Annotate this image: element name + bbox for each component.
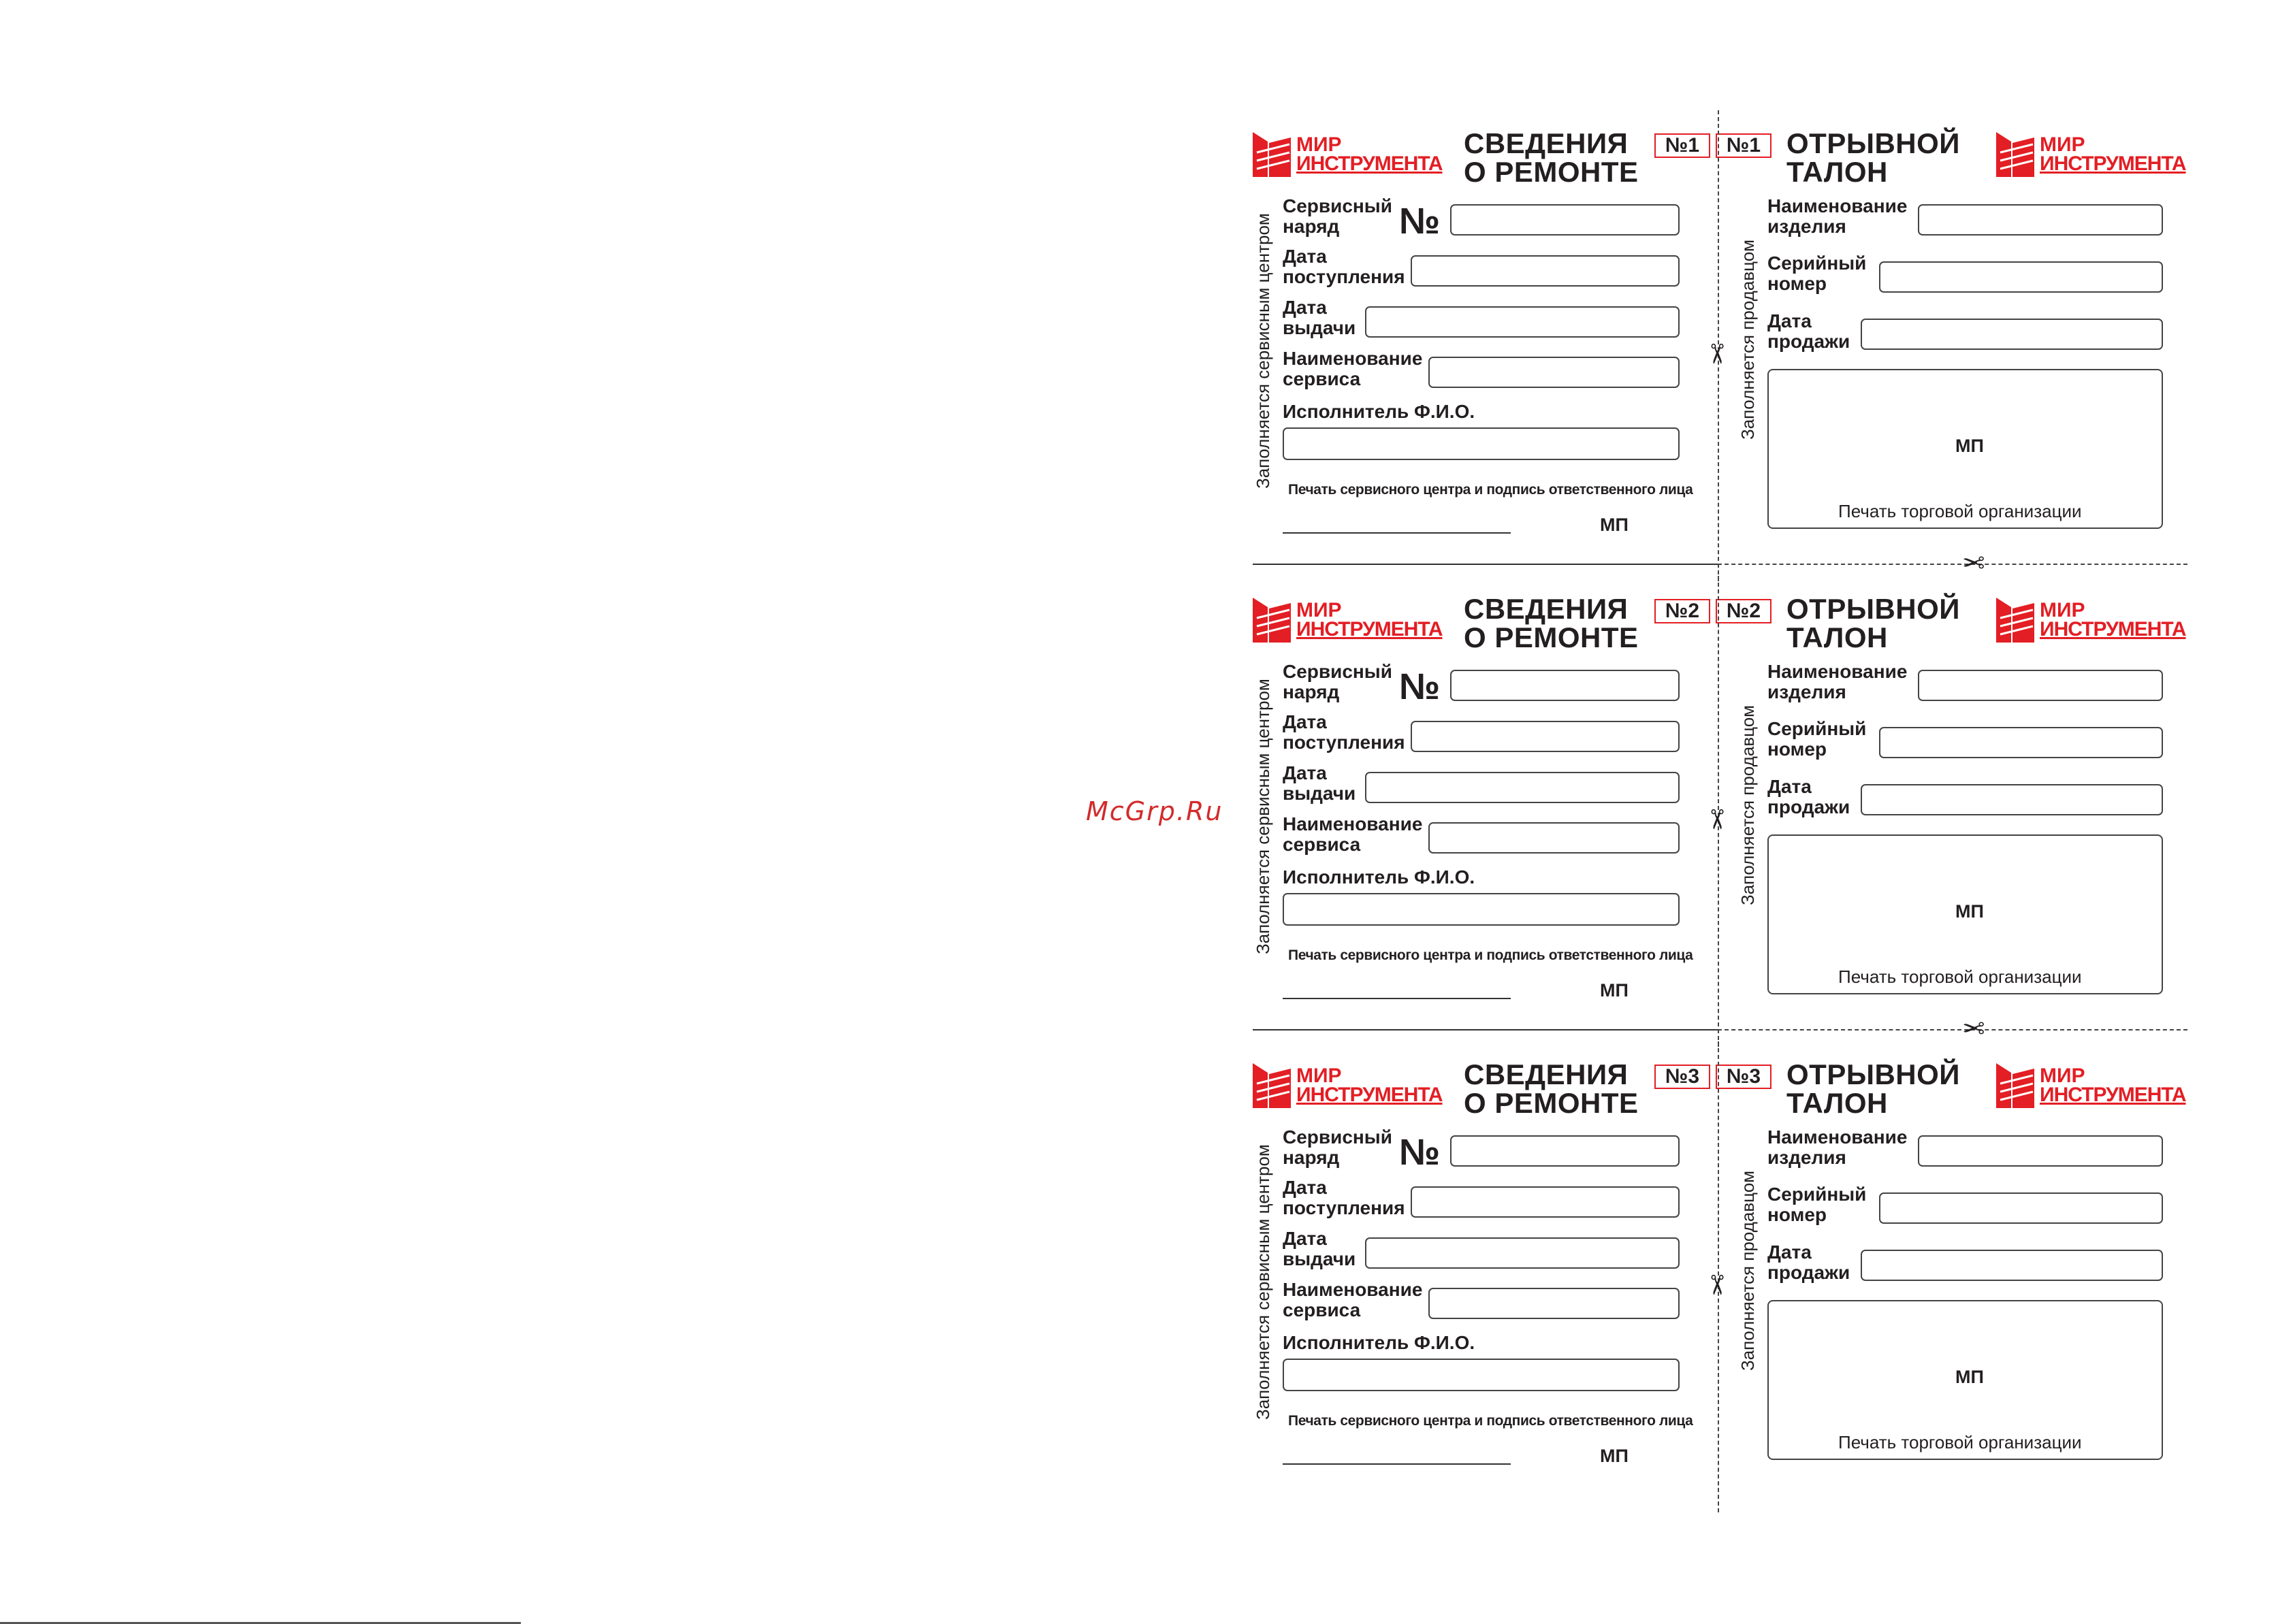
brand-line1: МИР <box>2040 1065 2085 1088</box>
store-stamp-caption: Печать торговой организации <box>1838 967 2082 987</box>
talon-title <box>1786 595 1960 652</box>
brand-line1: МИР <box>2040 599 2085 622</box>
repair-number-badge: №2 <box>1654 599 1710 623</box>
product-name-field[interactable] <box>1918 1135 2163 1167</box>
service-name-label: Наименование сервиса <box>1283 813 1423 855</box>
executor-label: Исполнитель Ф.И.О. <box>1283 1332 1475 1353</box>
number-sign: № <box>1399 666 1441 707</box>
executor-field[interactable] <box>1283 427 1680 460</box>
signature-line <box>1283 532 1511 534</box>
coupon-1 <box>1253 116 2186 580</box>
brand-logo-icon <box>1996 132 2037 177</box>
issue-date-label: Дата выдачи <box>1283 297 1356 338</box>
order-number-field[interactable] <box>1450 670 1680 701</box>
order-number-field[interactable] <box>1450 204 1680 236</box>
service-stamp-note: Печать сервисного центра и подпись ответственного лица <box>1288 947 1693 963</box>
cut-line-solid <box>1253 1029 1718 1030</box>
number-sign: № <box>1399 1132 1441 1173</box>
repair-title <box>1464 129 1639 186</box>
repair-title <box>1464 595 1639 652</box>
service-name-label: Наименование сервиса <box>1283 348 1423 389</box>
brand-logo <box>1253 132 1443 177</box>
repair-title-line1: СВЕДЕНИЯ <box>1464 127 1629 159</box>
store-mp-label: МП <box>1955 436 1984 456</box>
talon-title-line1: ОТРЫВНОЙ <box>1786 1058 1960 1090</box>
brand-line2: ИНСТРУМЕНТА <box>1296 152 1443 175</box>
talon-title-line1: ОТРЫВНОЙ <box>1786 127 1960 159</box>
coupon-3 <box>1253 1047 2186 1511</box>
executor-field[interactable] <box>1283 1359 1680 1391</box>
sale-date-field[interactable] <box>1861 1250 2163 1281</box>
store-mp-label: МП <box>1955 901 1984 922</box>
cut-line-dashed <box>1718 1029 2187 1030</box>
brand-logo <box>1996 598 2186 643</box>
repair-title-line1: СВЕДЕНИЯ <box>1464 1058 1629 1090</box>
brand-logo <box>1253 598 1443 643</box>
talon-vertical-caption: Заполняется продавцом <box>1737 239 1758 440</box>
talon-vertical-caption: Заполняется продавцом <box>1737 1170 1758 1371</box>
brand-logo-icon <box>1996 598 2037 643</box>
brand-logo <box>1253 1063 1443 1108</box>
store-stamp-caption: Печать торговой организации <box>1838 501 2082 521</box>
brand-line1: МИР <box>2040 133 2085 157</box>
product-name-label: Наименование изделия <box>1767 661 1908 702</box>
serial-number-field[interactable] <box>1879 261 2163 293</box>
executor-label: Исполнитель Ф.И.О. <box>1283 866 1475 888</box>
brand-line1: МИР <box>1296 1065 1342 1088</box>
scissors-icon: ✂ <box>1962 548 1985 579</box>
serial-number-label: Серийный номер <box>1767 718 1867 760</box>
brand-line2: ИНСТРУМЕНТА <box>1296 618 1443 640</box>
repair-title-line2: О РЕМОНТЕ <box>1464 156 1639 188</box>
talon-vertical-caption: Заполняется продавцом <box>1737 704 1758 905</box>
issue-date-field[interactable] <box>1365 772 1680 803</box>
service-mp-label: МП <box>1600 515 1629 535</box>
brand-logo-icon <box>1253 598 1294 643</box>
brand-line2: ИНСТРУМЕНТА <box>2040 618 2186 640</box>
brand-logo-icon <box>1996 1063 2037 1108</box>
repair-title <box>1464 1060 1639 1118</box>
service-mp-label: МП <box>1600 1446 1629 1466</box>
executor-field[interactable] <box>1283 893 1680 926</box>
service-name-field[interactable] <box>1428 357 1680 388</box>
product-name-field[interactable] <box>1918 204 2163 236</box>
talon-number-badge: №3 <box>1716 1065 1771 1089</box>
arrival-date-label: Дата поступления <box>1283 1177 1405 1218</box>
serial-number-field[interactable] <box>1879 727 2163 758</box>
serial-number-field[interactable] <box>1879 1192 2163 1224</box>
service-name-field[interactable] <box>1428 822 1680 854</box>
scissors-icon: ✂ <box>1700 808 1732 831</box>
brand-logo <box>1996 1063 2186 1108</box>
executor-label: Исполнитель Ф.И.О. <box>1283 401 1475 422</box>
issue-date-field[interactable] <box>1365 1237 1680 1269</box>
talon-title-line2: ТАЛОН <box>1786 1087 1888 1119</box>
product-name-label: Наименование изделия <box>1767 195 1908 237</box>
signature-line <box>1283 1463 1511 1465</box>
store-stamp-caption: Печать торговой организации <box>1838 1432 2082 1452</box>
brand-line1: МИР <box>1296 133 1342 157</box>
brand-line2: ИНСТРУМЕНТА <box>2040 1084 2186 1106</box>
product-name-label: Наименование изделия <box>1767 1126 1908 1168</box>
signature-line <box>1283 998 1511 999</box>
talon-title <box>1786 129 1960 186</box>
arrival-date-label: Дата поступления <box>1283 711 1405 753</box>
issue-date-label: Дата выдачи <box>1283 762 1356 804</box>
service-stamp-note: Печать сервисного центра и подпись ответственного лица <box>1288 482 1693 498</box>
talon-title <box>1786 1060 1960 1118</box>
order-label: Сервисный наряд <box>1283 195 1392 237</box>
repair-title-line2: О РЕМОНТЕ <box>1464 621 1639 653</box>
talon-number-badge: №1 <box>1716 133 1771 158</box>
sale-date-field[interactable] <box>1861 319 2163 350</box>
talon-title-line2: ТАЛОН <box>1786 621 1888 653</box>
talon-title-line2: ТАЛОН <box>1786 156 1888 188</box>
repair-number-badge: №1 <box>1654 133 1710 158</box>
issue-date-label: Дата выдачи <box>1283 1228 1356 1269</box>
talon-number-badge: №2 <box>1716 599 1771 623</box>
store-mp-label: МП <box>1955 1367 1984 1387</box>
scissors-icon: ✂ <box>1962 1013 1985 1045</box>
order-number-field[interactable] <box>1450 1135 1680 1167</box>
sale-date-label: Дата продажи <box>1767 776 1850 817</box>
brand-logo <box>1996 132 2186 177</box>
sale-date-field[interactable] <box>1861 784 2163 815</box>
brand-logo-icon <box>1253 132 1294 177</box>
repair-title-line2: О РЕМОНТЕ <box>1464 1087 1639 1119</box>
sale-date-label: Дата продажи <box>1767 310 1850 352</box>
coupon-2 <box>1253 581 2186 1045</box>
service-mp-label: МП <box>1600 980 1629 1001</box>
serial-number-label: Серийный номер <box>1767 253 1867 294</box>
arrival-date-label: Дата поступления <box>1283 246 1405 287</box>
service-name-label: Наименование сервиса <box>1283 1279 1423 1320</box>
watermark: McGrp.Ru <box>1086 796 1223 826</box>
arrival-date-field[interactable] <box>1411 1186 1680 1218</box>
repair-title-line1: СВЕДЕНИЯ <box>1464 593 1629 625</box>
issue-date-field[interactable] <box>1365 306 1680 338</box>
service-stamp-note: Печать сервисного центра и подпись ответственного лица <box>1288 1413 1693 1429</box>
order-label: Сервисный наряд <box>1283 1126 1392 1168</box>
cut-line-dashed <box>1718 564 2187 565</box>
repair-number-badge: №3 <box>1654 1065 1710 1089</box>
order-label: Сервисный наряд <box>1283 661 1392 702</box>
repair-vertical-caption: Заполняется сервисным центром <box>1253 213 1273 489</box>
cut-line-solid <box>1253 564 1718 565</box>
scissors-icon: ✂ <box>1700 1273 1732 1297</box>
scissors-icon: ✂ <box>1700 342 1732 366</box>
brand-line2: ИНСТРУМЕНТА <box>1296 1084 1443 1106</box>
arrival-date-field[interactable] <box>1411 721 1680 752</box>
number-sign: № <box>1399 201 1441 242</box>
brand-line1: МИР <box>1296 599 1342 622</box>
sale-date-label: Дата продажи <box>1767 1241 1850 1283</box>
brand-logo-icon <box>1253 1063 1294 1108</box>
service-name-field[interactable] <box>1428 1288 1680 1319</box>
brand-line2: ИНСТРУМЕНТА <box>2040 152 2186 175</box>
repair-vertical-caption: Заполняется сервисным центром <box>1253 1144 1273 1420</box>
talon-title-line1: ОТРЫВНОЙ <box>1786 593 1960 625</box>
serial-number-label: Серийный номер <box>1767 1184 1867 1225</box>
repair-vertical-caption: Заполняется сервисным центром <box>1253 679 1273 954</box>
arrival-date-field[interactable] <box>1411 255 1680 287</box>
product-name-field[interactable] <box>1918 670 2163 701</box>
